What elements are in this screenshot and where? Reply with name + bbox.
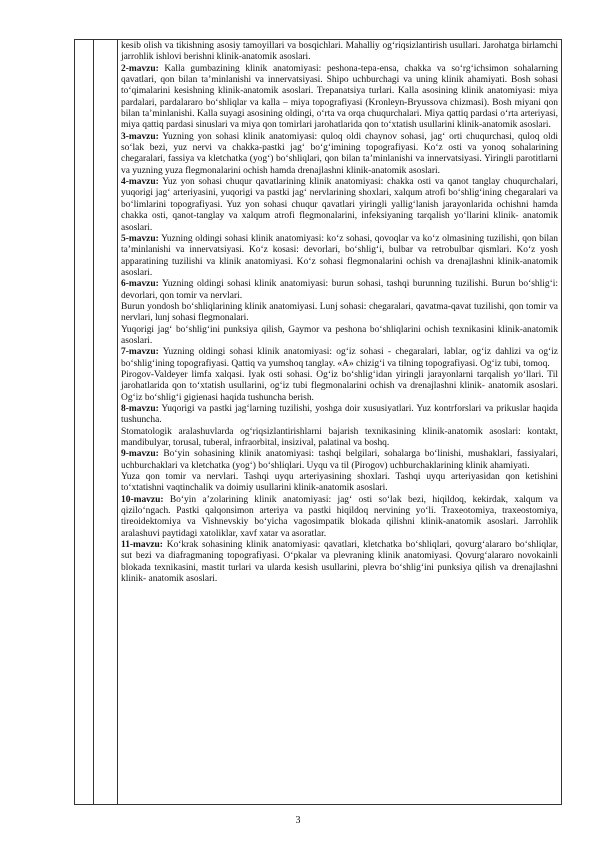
- topic-paragraph: [121, 302, 558, 325]
- topic-text: Yuzning yon sohasi klinik anatomiyasi: quloq oldi chaynov sohasi, jag‘ orti chuqurchasi, quloq oldi so‘lak bezi, yuz nervi va chakka-pastki jag‘ bo‘g‘imining topografiyasi. Ko‘z osti va yonoq sohalarining chegaralari, fassiya va kletchatka (yog‘) bo‘shliqlari, qon bilan ta’minlanishi va innervatsiyasi. Yiringli parotitlarni va yuzning yuza flegmonalarini ochish hamda drenajlashni klinik-anatomik asoslari.: [121, 131, 558, 176]
- topic-text: Burun yondosh bo‘shliqlarining klinik anatomiyasi. Lunj sohasi: chegaralari, qavatma-qavat tuzilishi, qon tomir va nervlari, lunj sohasi flegmonalari.: [121, 301, 558, 324]
- topic-heading: 7-mavzu:: [121, 347, 159, 358]
- topic-paragraph: [121, 427, 558, 450]
- topic-paragraph: [121, 404, 558, 427]
- topic-text: Yuqorigi va pastki jag‘larning tuzilishi, yoshga doir xususiyatlari. Yuz kontrforslari va prikuslar haqida tushuncha.: [121, 404, 558, 426]
- topic-heading: 8-mavzu:: [121, 404, 159, 414]
- topic-text: Yuzning oldingi sohasi klinik anatomiyasi: burun sohasi, tashqi burunning tuzilishi. Burun bo‘shlig‘i: devorlari, qon tomir va nervlari.: [121, 279, 558, 301]
- number-column-cell: [75, 40, 94, 805]
- topic-paragraph: [121, 64, 558, 132]
- page-number: 3: [295, 815, 301, 826]
- topic-paragraph: [121, 347, 558, 370]
- topic-heading: 5-mavzu:: [121, 233, 159, 244]
- topic-text: Pirogov-Valdeyer limfa xalqasi. Iyak osti sohasi. Og‘iz bo‘shlig‘idan yiringli jarayonlarni tarqalish yo‘llari. Til jarohatlarida qon to‘xtatish usullarini, og‘iz tubi flegmonalarini ochish va drenajlashni klinik- anatomik asoslari. Og‘iz bo‘shlig‘i gigienasi haqida tushuncha berish.: [121, 369, 558, 403]
- topic-paragraph: [121, 279, 558, 302]
- topic-paragraph: [121, 234, 558, 279]
- topics-list: [121, 41, 558, 586]
- content-cell: [118, 40, 562, 805]
- topic-text: Stomatologik aralashuvlarda og‘riqsizlantirishlarni bajarish texnikasining klinik-anatomik asoslari: kontakt, mandibulyar, torusal, tuberal, infraorbital, insizival, palatinal va boshq.: [121, 426, 558, 449]
- topic-paragraph: [121, 325, 558, 348]
- curriculum-table: [74, 39, 562, 805]
- topic-heading: 9-mavzu:: [121, 449, 159, 460]
- topic-text: Yuzning oldingi sohasi klinik anatomiyasi: ko‘z sohasi, qovoqlar va ko‘z olmasining tuzilishi, qon bilan ta’minlanishi va innervatsiyasi. Ko‘z kosasi: devorlari, bo‘shlig‘i, bulbar va retrobulbar qismlari. Ko‘z yosh apparatining tuzilishi va klinik anatomiyasi. Ko‘z sohasi flegmonalarini ochish va drenajlashni klinik-anatomik asoslari.: [121, 233, 558, 278]
- topic-heading: 4-mavzu:: [121, 177, 159, 188]
- topic-text: Bo‘yin sohasining klinik anatomiyasi: tashqi belgilari, sohalarga bo‘linishi, mushaklari, fassiyalari, uchburchaklari va kletchatka (yog‘) bo‘shliqlari. Uyqu va til (Pirogov) uchburchaklarining klinik ahamiyati.: [121, 449, 558, 471]
- topic-text: kesib olish va tikishning asosiy tamoyillari va bosqichlari. Mahalliy og‘riqsizlantirish usullari. Jarohatga birlamchi jarrohlik ishlovi berishni klinik-anatomik asoslari.: [121, 41, 558, 63]
- topic-paragraph: [121, 495, 558, 540]
- topic-heading: 2-mavzu:: [121, 63, 159, 74]
- topic-text: Ko‘krak sohasining klinik anatomiyasi: qavatlari, kletchatka bo‘shliqlari, qovurg‘alararo bo‘shliqlar, sut bezi va diafragmaning topografiyasi. O‘pkalar va plevraning klinik anatomiyasi. Qovurg‘alararo novokainli blokada texnikasini, mastit turlari va ularda kesish usullarini, plevra bo‘shlig‘ini punksiya qilish va drenajlashni klinik- anatomik asoslari.: [121, 540, 558, 585]
- topic-text: Yuza qon tomir va nervlari. Tashqi uyqu arteriyasining shoxlari. Tashqi uyqu arteriyasidan qon ketishini to‘xtatishni vaqtinchalik va doimiy usullarini klinik-anatomik asoslari.: [121, 472, 558, 494]
- topic-heading: 6-mavzu:: [121, 279, 159, 290]
- topic-text: Yuz yon sohasi chuqur qavatlarining klinik anatomiyasi: chakka osti va qanot tanglay chuqurchalari, yuqorigi jag‘ arteriyasini, yuqorigi va pastki jag‘ nervlarining shoxlari, xalqum atrofi bo‘shlig‘ining chegaralari va bo‘limlarini topografiyasi. Yuz yon sohasi chuqur qavatlari yiringli yallig‘lanish jarayonlarida ochishni hamda chakka osti, qanot-tanglay va xalqum atrofi flegmonalarini, infeksiyaning tarqalish yo‘llarini klinik- anatomik asoslari.: [121, 177, 558, 233]
- topic-text: Yuqorigi jag‘ bo‘shlig‘ini punksiya qilish, Gaymor va peshona bo‘shliqlarini ochish texnikasini klinik-anatomik asoslari.: [121, 324, 558, 346]
- table-row: [75, 40, 562, 805]
- topic-paragraph: [121, 370, 558, 404]
- topic-paragraph: [121, 177, 558, 234]
- topic-text: Bo‘yin a’zolarining klinik anatomiyasi: jag‘ osti so‘lak bezi, hiqildoq, kekirdak, xalqum va qizilo‘ngach. Pastki qalqonsimon arteriya va pastki hiqildoq nervining yo‘li. Traxeotomiya, traxeostomiya, tireoidektomiya va Vishnevskiy bo‘yicha vagosimpatik blokada qilishni klinik-anatomik asoslari. Jarrohlik aralashuvi paytidagi xatoliklar, xavf xatar va asoratlar.: [121, 494, 558, 539]
- topic-paragraph: [121, 449, 558, 472]
- topic-paragraph: [121, 472, 558, 495]
- topic-text: Yuzning oldingi sohasi klinik anatomiyasi: og‘iz sohasi - chegaralari, lablar, og‘iz dahlizi va og‘iz bo‘shlig‘ining topografiyasi. Qattiq va yumshoq tanglay. «A» chizig‘i va tilning topografiyasi. Og‘iz tubi, tomoq.: [121, 347, 558, 369]
- topic-heading: 10-mavzu:: [121, 494, 164, 505]
- topic-heading: 3-mavzu:: [121, 131, 159, 142]
- topic-paragraph: [121, 132, 558, 177]
- topic-text: Kalla gumbazining klinik anatomiyasi: peshona-tepa-ensa, chakka va so‘rg‘ichsimon sohalarning qavatlari, qon bilan ta’minlanishi va innervatsiyasi. Shipo uchburchagi va uning klinik ahamiyati. Bosh sohasi to‘qimalarini kesishning klinik-anatomik asoslari. Trepanatsiya turlari. Kalla asosining klinik anatomiyasi: miya pardalari, pardalararo bo‘shliqlar va kalla – miya topografiyasi (Kronleyn-Bryussova chizmasi). Bosh miyani qon bilan ta’minlanishi. Kalla suyagi asosining oldingi, o‘rta va orqa chuqurchalari. Miya qattiq pardasi o‘rta arteriyasi, miya qattiq pardasi sinuslari va miya qon tomirlari jarohatlarida qon to‘xtatish usullarini klinik-anatomik asoslari.: [121, 63, 558, 131]
- topic-paragraph: [121, 41, 558, 64]
- topic-paragraph: [121, 540, 558, 585]
- topic-heading: 11-mavzu:: [121, 540, 163, 551]
- code-column-cell: [94, 40, 118, 805]
